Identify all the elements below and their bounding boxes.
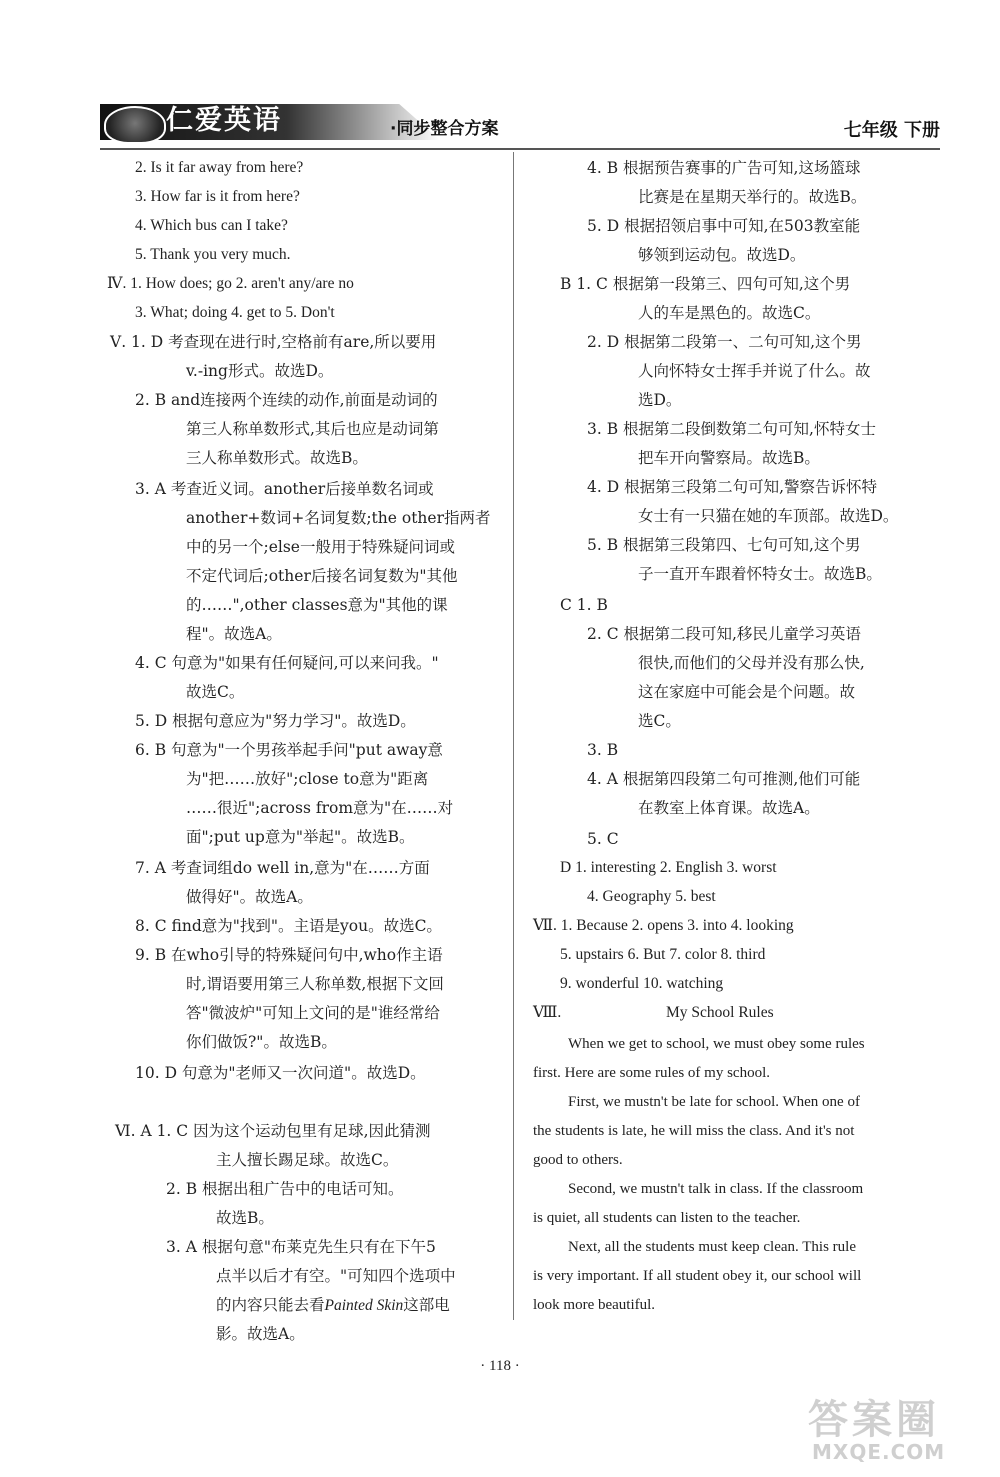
answer-line: B 1. C 根据第一段第三、四句可知,这个男 <box>560 275 851 293</box>
essay-line: is quiet, all students can listen to the teacher. <box>533 1210 801 1226</box>
answer-line: 人的车是黑色的。故选C。 <box>638 304 821 322</box>
answer-line: 选D。 <box>638 391 682 409</box>
answer-line: 女士有一只猫在她的车顶部。故选D。 <box>638 507 899 525</box>
answer-line: D 1. interesting 2. English 3. worst <box>560 859 777 876</box>
answer-line: 4. C 句意为"如果有任何疑问,可以来问我。" <box>135 654 439 672</box>
page-number: · 118 · <box>480 1358 520 1374</box>
answer-line: 子一直开车跟着怀特女士。故选B。 <box>638 565 882 583</box>
answer-line: 6. B 句意为"一个男孩举起手问"put away意 <box>135 741 443 759</box>
essay-line: Second, we mustn't talk in class. If the classroom <box>568 1181 864 1197</box>
answer-line: 7. A 考查词组do well in,意为"在……方面 <box>135 859 430 877</box>
answer-line: 9. B 在who引导的特殊疑问句中,who作主语 <box>135 946 443 964</box>
essay-line: good to others. <box>533 1152 623 1168</box>
answer-line: 在教室上体育课。故选A。 <box>638 799 820 817</box>
answer-line: 4. B 根据预告赛事的广告可知,这场篮球 <box>587 159 861 177</box>
heart-logo-icon <box>104 106 166 144</box>
answer-line: C 1. B <box>560 596 608 614</box>
answer-line: 2. D 根据第二段第一、二句可知,这个男 <box>587 333 862 351</box>
answer-line-end: 这部电 <box>403 1296 450 1314</box>
answer-line: 程"。故选A。 <box>186 625 282 643</box>
answer-line: 三人称单数形式。故选B。 <box>186 449 368 467</box>
answer-line: 3. What; doing 4. get to 5. Don't <box>135 304 335 321</box>
answer-line: 很快,而他们的父母并没有那么快, <box>638 654 865 672</box>
answer-line: v.-ing形式。故选D。 <box>186 362 334 380</box>
answer-line: 中的另一个;else一般用于特殊疑问词或 <box>186 538 455 556</box>
answer-line: 影。故选A。 <box>216 1325 305 1343</box>
answer-line: 5. D 根据招领启事中可知,在503教室能 <box>587 217 861 235</box>
watermark-url: MXQE.COM <box>812 1440 946 1464</box>
answer-line: Ⅳ. 1. How does; go 2. aren't any/are no <box>107 275 354 292</box>
answer-line: 够领到运动包。故选D。 <box>638 246 806 264</box>
answer-line: 5. B 根据第三段第四、七句可知,这个男 <box>587 536 861 554</box>
answer-line: 你们做饭?"。故选B。 <box>186 1033 337 1051</box>
answer-line: Ⅴ. 1. D 考查现在进行时,空格前有are,所以要用 <box>110 333 437 351</box>
essay-line: look more beautiful. <box>533 1297 656 1313</box>
answer-line: 这在家庭中可能会是个问题。故 <box>638 683 856 701</box>
page-header <box>100 100 940 148</box>
answer-line: 3. How far is it from here? <box>135 188 300 205</box>
answer-line: 3. A 根据句意"布莱克先生只有在下午5 <box>166 1238 436 1256</box>
section-number: Ⅷ. <box>533 1004 562 1021</box>
answer-line: 4. Geography 5. best <box>587 888 716 905</box>
answer-line: 3. B <box>587 741 619 759</box>
answer-line: 时,谓语要用第三人称单数,根据下文回 <box>186 975 444 993</box>
movie-title: Painted Skin <box>324 1297 404 1314</box>
answer-line: 3. A 考查近义词。another后接单数名词或 <box>135 480 434 498</box>
answer-line: 4. D 根据第三段第二句可知,警察告诉怀特 <box>587 478 877 496</box>
answer-line: 5. D 根据句意应为"努力学习"。故选D。 <box>135 712 416 730</box>
answer-line: 把车开向警察局。故选B。 <box>638 449 820 467</box>
answer-line: 5. C <box>587 830 619 848</box>
answer-line: 答"微波炉"可知上文问的是"谁经常给 <box>186 1004 440 1022</box>
watermark-text: 答案圈 <box>808 1397 940 1443</box>
essay-line: the students is late, he will miss the class. And it's not <box>533 1123 855 1139</box>
answer-line: 5. upstairs 6. But 7. color 8. third <box>560 946 766 963</box>
answer-line: 2. C 根据第二段可知,移民儿童学习英语 <box>587 625 861 643</box>
answer-line: 选C。 <box>638 712 681 730</box>
answer-line: 2. Is it far away from here? <box>135 159 304 176</box>
answer-line: 做得好"。故选A。 <box>186 888 313 906</box>
essay-title: My School Rules <box>666 1004 774 1021</box>
essay-line: first. Here are some rules of my school. <box>533 1065 771 1081</box>
answer-line: 2. B and连接两个连续的动作,前面是动词的 <box>135 391 438 409</box>
answer-line: 故选C。 <box>186 683 245 701</box>
answer-line: 面";put up意为"举起"。故选B。 <box>186 828 415 846</box>
answer-line: 故选B。 <box>216 1209 274 1227</box>
essay-line: is very important. If all student obey it, our school will <box>533 1268 862 1284</box>
answer-line: 10. D 句意为"老师又一次问道"。故选D。 <box>135 1064 426 1082</box>
answer-line: 4. A 根据第四段第二句可推测,他们可能 <box>587 770 861 788</box>
answer-line: 3. B 根据第二段倒数第二句可知,怀特女士 <box>587 420 876 438</box>
answer-line: 点半以后才有空。"可知四个选项中 <box>216 1267 456 1285</box>
header-divider <box>100 148 940 150</box>
answer-line: Ⅵ. A 1. C 因为这个运动包里有足球,因此猜测 <box>115 1122 431 1140</box>
essay-line: When we get to school, we must obey some rules <box>568 1036 865 1052</box>
grade-label: 七年级 下册 <box>843 120 940 141</box>
answer-line: 比赛是在星期天举行的。故选B。 <box>638 188 867 206</box>
answer-line-start: 的内容只能去看 <box>216 1296 325 1314</box>
column-divider <box>513 152 514 1320</box>
book-title: 仁爱英语 <box>166 105 282 136</box>
answer-line: 主人擅长踢足球。故选C。 <box>216 1151 399 1169</box>
essay-line: Next, all the students must keep clean. This rule <box>568 1239 856 1255</box>
answer-line: ……很近";across from意为"在……对 <box>186 799 454 817</box>
answer-line: another+数词+名词复数;the other指两者 <box>186 509 491 527</box>
answer-line: Ⅶ. 1. Because 2. opens 3. into 4. looking <box>533 917 794 934</box>
watermark-logo <box>808 1388 988 1468</box>
answer-line: 5. Thank you very much. <box>135 246 291 263</box>
essay-line: First, we mustn't be late for school. When one of <box>568 1094 860 1110</box>
answer-line: 8. C find意为"找到"。主语是you。故选C。 <box>135 917 442 935</box>
answer-line: 4. Which bus can I take? <box>135 217 288 234</box>
answer-line: 9. wonderful 10. watching <box>560 975 724 992</box>
answer-line <box>216 1295 450 1316</box>
answer-line: 第三人称单数形式,其后也应是动词第 <box>186 420 439 438</box>
answer-line: 为"把……放好";close to意为"距离 <box>186 770 429 788</box>
series-subtitle: ·同步整合方案 <box>390 119 499 139</box>
answer-line: 人向怀特女士挥手并说了什么。故 <box>638 362 871 380</box>
answer-line: 的……",other classes意为"其他的课 <box>186 596 448 614</box>
answer-line: 2. B 根据出租广告中的电话可知。 <box>166 1180 404 1198</box>
answer-line: 不定代词后;other后接名词复数为"其他 <box>186 567 458 585</box>
